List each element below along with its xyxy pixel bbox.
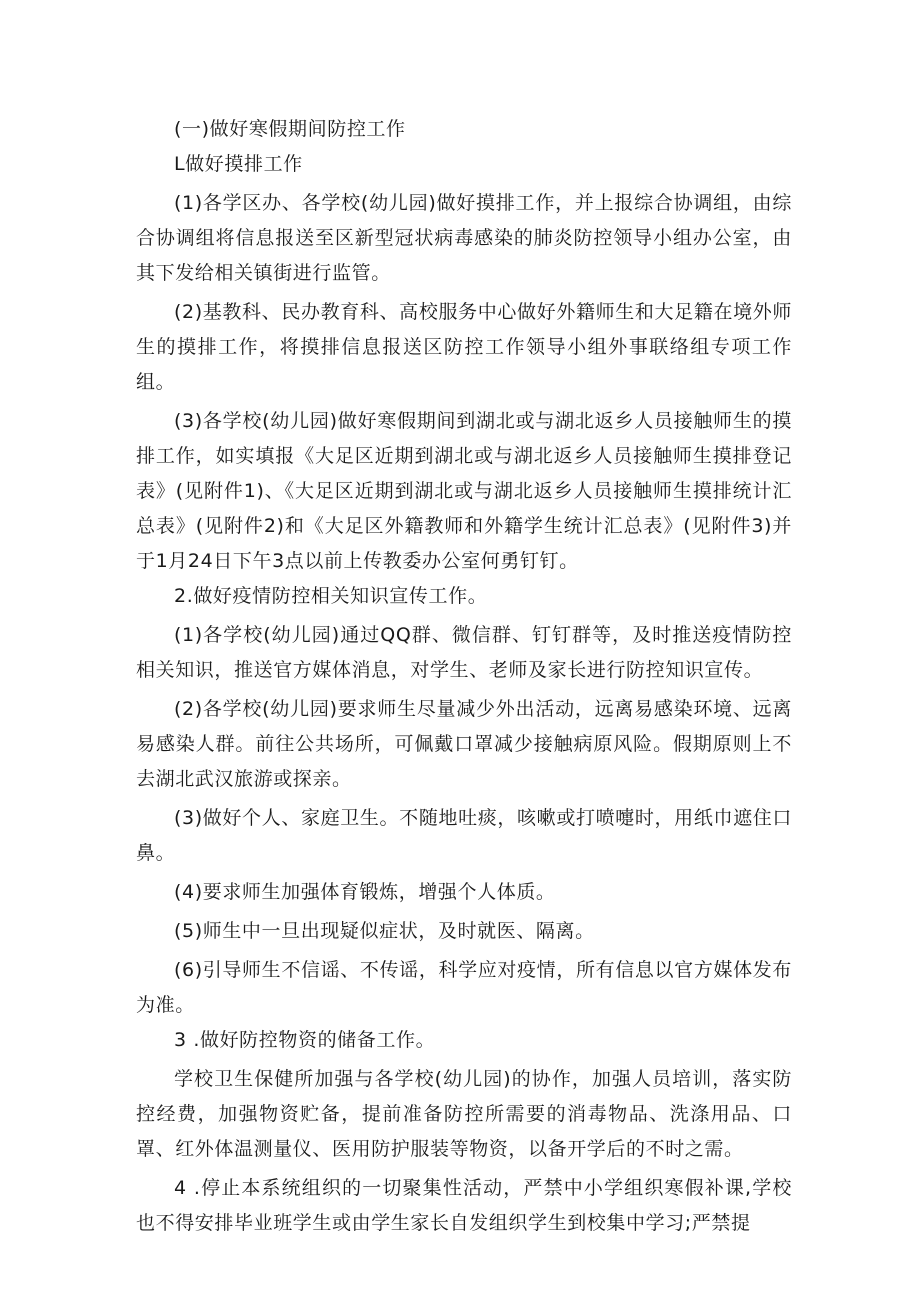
paragraph: (5)师生中一旦出现疑似症状，及时就医、隔离。 (174, 920, 595, 942)
subsection-heading: 3 .做好防控物资的储备工作。 (174, 1029, 436, 1051)
subsection-heading: 2.做好疫情防控相关知识宣传工作。 (174, 585, 488, 607)
paragraph: (3)各学校(幼儿园)做好寒假期间到湖北或与湖北返乡人员接触师生的摸排工作，如实填报《大足区近期到湖北或与湖北返乡人员接触师生摸排登记表》(见附件1)、《大足区近期到湖北或与湖北返乡人员接触师生摸排统计汇总表》(见附件2)和《大足区外籍教师和外籍学生统计汇总表》(见附件3)并于1月24日下午3点以前上传教委办公室何勇钉钉。 (136, 410, 792, 572)
section-heading: (一)做好寒假期间防控工作 (174, 118, 406, 140)
paragraph: (2)基教科、民办教育科、高校服务中心做好外籍师生和大足籍在境外师生的摸排工作，将摸排信息报送区防控工作领导小组外事联络组专项工作组。 (136, 301, 792, 393)
paragraph: 学校卫生保健所加强与各学校(幼儿园)的协作，加强人员培训，落实防控经费，加强物资贮备，提前准备防控所需要的消毒物品、洗涤用品、口罩、红外体温测量仪、医用防护服装等物资，以备开学后的不时之需。 (136, 1068, 792, 1160)
paragraph: 4 .停止本系统组织的一切聚集性活动，严禁中小学组织寒假补课,学校也不得安排毕业班学生或由学生家长自发组织学生到校集中学习;严禁提 (136, 1177, 792, 1234)
subsection-heading: L做好摸排工作 (174, 153, 303, 175)
paragraph: (3)做好个人、家庭卫生。不随地吐痰，咳嗽或打喷嚏时，用纸巾遮住口鼻。 (136, 807, 792, 864)
paragraph: (2)各学校(幼儿园)要求师生尽量减少外出活动，远离易感染环境、远离易感染人群。前往公共场所，可佩戴口罩减少接触病原风险。假期原则上不去湖北武汉旅游或探亲。 (136, 698, 792, 790)
paragraph: (4)要求师生加强体育锻炼，增强个人体质。 (174, 881, 556, 903)
paragraph: (6)引导师生不信谣、不传谣，科学应对疫情，所有信息以官方媒体发布为准。 (136, 959, 792, 1016)
paragraph: (1)各学区办、各学校(幼儿园)做好摸排工作，并上报综合协调组，由综合协调组将信息报送至区新型冠状病毒感染的肺炎防控领导小组办公室，由其下发给相关镇街进行监管。 (136, 192, 792, 284)
document-body (136, 112, 792, 1241)
paragraph: (1)各学校(幼儿园)通过QQ群、微信群、钉钉群等，及时推送疫情防控相关知识，推送官方媒体消息，对学生、老师及家长进行防控知识宣传。 (136, 624, 792, 681)
